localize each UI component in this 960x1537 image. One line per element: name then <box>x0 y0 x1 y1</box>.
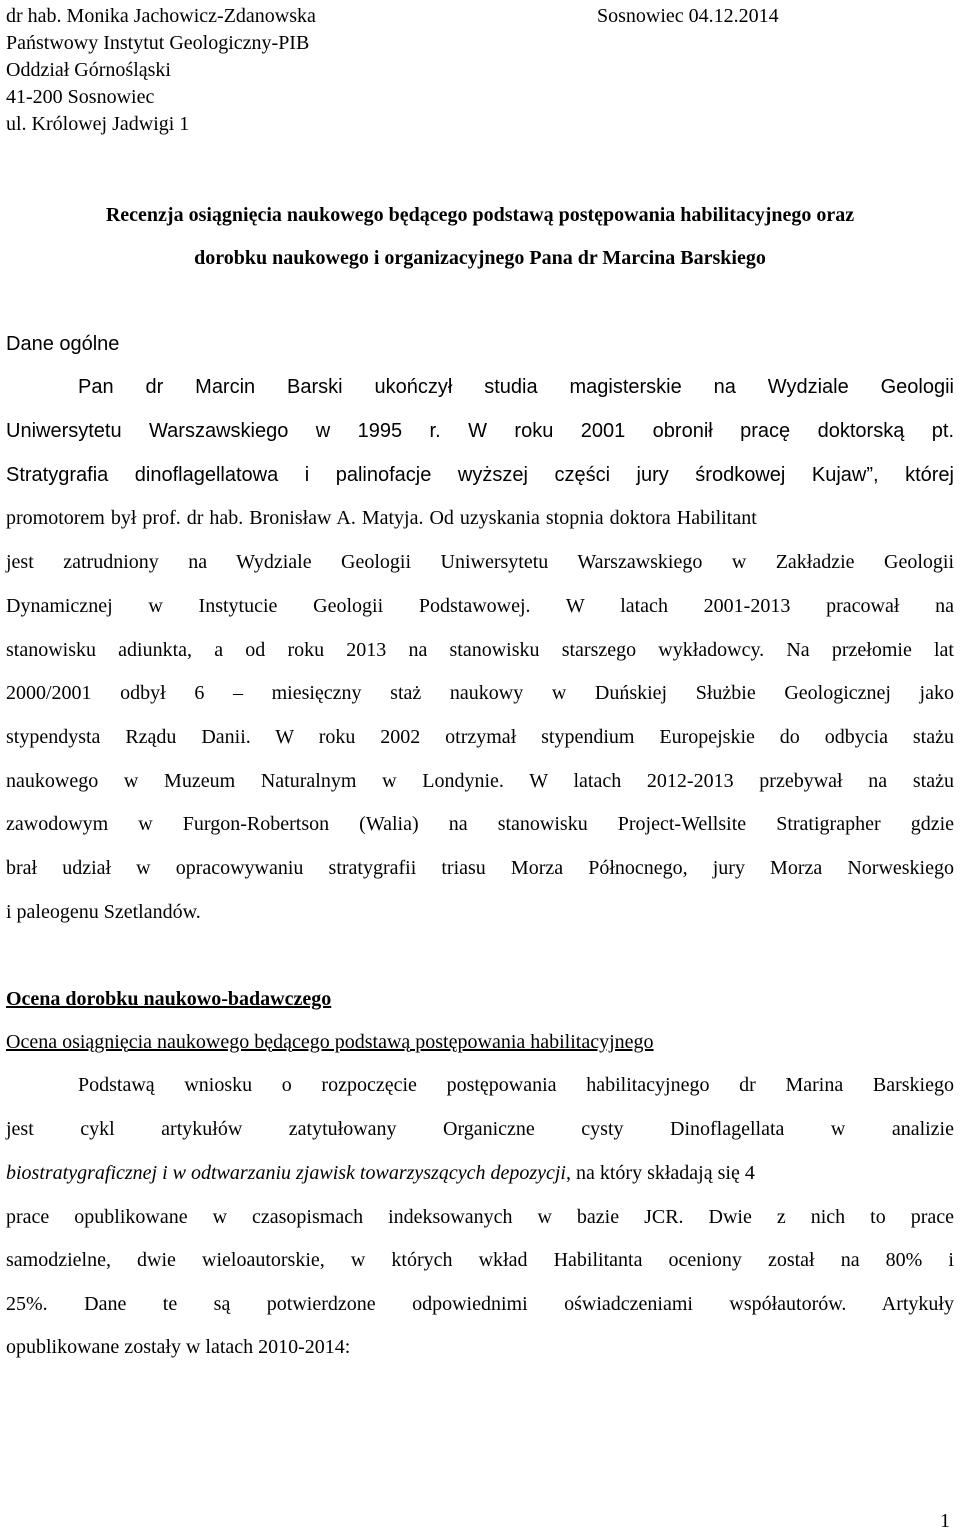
paragraph-last-line: i paleogenu Szetlandów. <box>6 901 201 923</box>
paragraph-line: stypendysta Rządu Danii. W roku 2002 otrzymał stypendium Europejskie do odbycia stażu <box>6 726 954 748</box>
paragraph-line: Stratygrafia dinoflagellatowa i palinofacje wyższej części jury środkowej Kujaw”, której <box>6 464 954 486</box>
page-number: 1 <box>940 1510 950 1532</box>
paragraph-line: 2000/2001 odbył 6 – miesięczny staż naukowy w Duńskiej Służbie Geologicznej jako <box>6 682 954 704</box>
paragraph-line: Dynamicznej w Instytucie Geologii Podstawowej. W latach 2001-2013 pracował na <box>6 595 954 617</box>
paragraph-last-line: opublikowane zostały w latach 2010-2014: <box>6 1336 351 1358</box>
institution-name: Państwowy Instytut Geologiczny-PIB <box>6 32 310 54</box>
subsection-heading-achievement: Ocena osiągnięcia naukowego będącego podstawą postępowania habilitacyjnego <box>6 1031 654 1053</box>
author-name: dr hab. Monika Jachowicz-Zdanowska <box>6 5 316 27</box>
review-title-line-1: Recenzja osiągnięcia naukowego będącego podstawą postępowania habilitacyjnego oraz <box>105 204 855 226</box>
section-heading-assessment: Ocena dorobku naukowo-badawczego <box>6 988 332 1010</box>
paragraph-line: jest zatrudniony na Wydziale Geologii Uniwersytetu Warszawskiego w Zakładzie Geologii <box>6 551 954 573</box>
paragraph-line: Pan dr Marcin Barski ukończył studia magisterskie na Wydziale Geologii <box>78 376 954 398</box>
paragraph-line: prace opublikowane w czasopismach indeksowanych w bazie JCR. Dwie z nich to prace <box>6 1206 954 1228</box>
paragraph-line: 25%. Dane te są potwierdzone odpowiednimi oświadczeniami współautorów. Artykuły <box>6 1293 954 1315</box>
series-title-continuation: , na który składają się 4 <box>565 1162 755 1184</box>
paragraph-line: Podstawą wniosku o rozpoczęcie postępowania habilitacyjnego dr Marina Barskiego <box>78 1074 954 1096</box>
branch-name: Oddział Górnośląski <box>6 59 171 81</box>
street-address: ul. Królowej Jadwigi 1 <box>6 113 190 135</box>
paragraph-line: samodzielne, dwie wieloautorskie, w których wkład Habilitanta oceniony został na 80% i <box>6 1249 954 1271</box>
paragraph-line: stanowisku adiunkta, a od roku 2013 na stanowisku starszego wykładowcy. Na przełomie lat <box>6 639 954 661</box>
paragraph-line: Uniwersytetu Warszawskiego w 1995 r. W roku 2001 obronił pracę doktorską pt. <box>6 420 954 442</box>
paragraph-line: zawodowym w Furgon-Robertson (Walia) na stanowisku Project-Wellsite Stratigrapher gdzie <box>6 813 954 835</box>
paragraph-line: promotorem był prof. dr hab. Bronisław A. Matyja. Od uzyskania stopnia doktora Habilitant <box>6 507 757 529</box>
section-heading-general: Dane ogólne <box>6 333 120 355</box>
review-title-line-2: dorobku naukowego i organizacyjnego Pana dr Marcina Barskiego <box>194 247 766 269</box>
paragraph-line: jest cykl artykułów zatytułowany Organiczne cysty Dinoflagellata w analizie <box>6 1118 954 1140</box>
place-date: Sosnowiec 04.12.2014 <box>597 5 779 27</box>
paragraph-line-mixed <box>6 1161 954 1185</box>
postal-address: 41-200 Sosnowiec <box>6 86 155 108</box>
paragraph-line: brał udział w opracowywaniu stratygrafii triasu Morza Północnego, jury Morza Norweskiego <box>6 857 954 879</box>
series-title-italic: biostratygraficznej i w odtwarzaniu zjawisk towarzyszących depozycji <box>6 1162 566 1184</box>
paragraph-line: naukowego w Muzeum Naturalnym w Londynie. W latach 2012-2013 przebywał na stażu <box>6 770 954 792</box>
